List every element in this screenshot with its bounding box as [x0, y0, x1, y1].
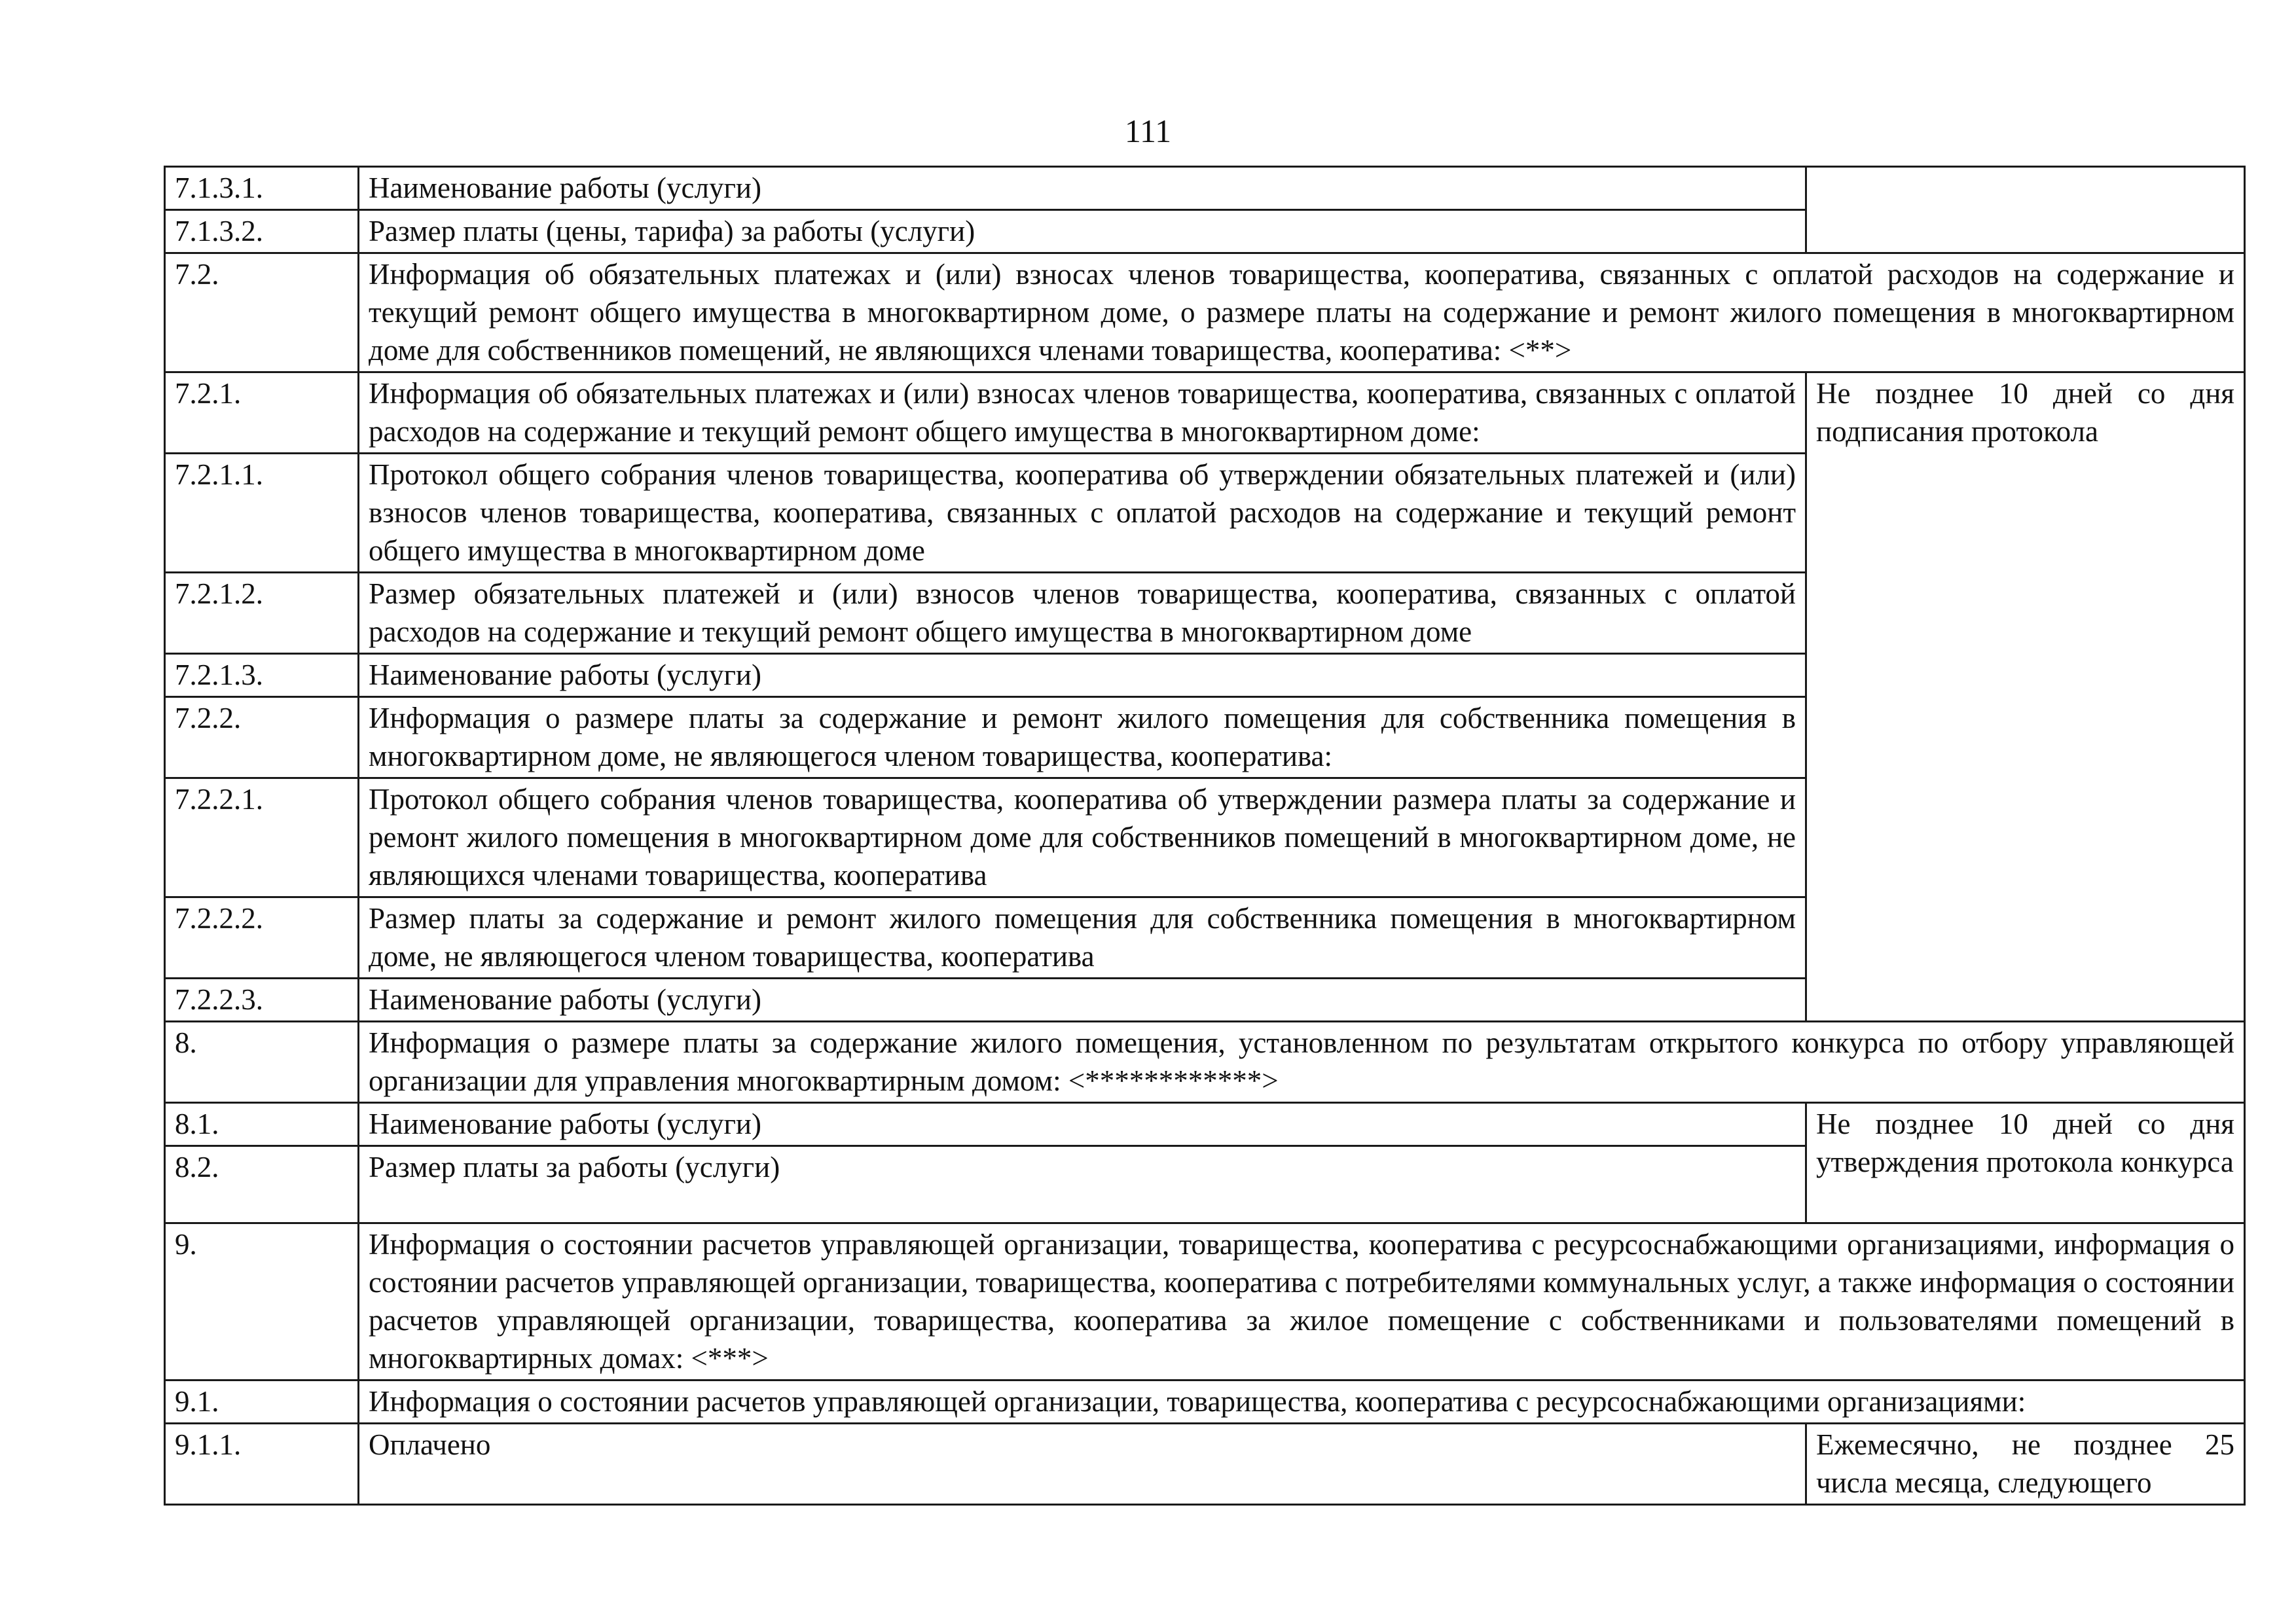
row-text: Информация о размере платы за содержание и ремонт жилого помещения для собственника помещения в многоквартирном доме, не являющегося членом товарищества, кооператива:: [359, 697, 1806, 778]
table-row: [165, 1424, 2245, 1505]
row-number: 7.2.2.2.: [165, 897, 359, 979]
deadline-cell: Не позднее 10 дней со дня подписания протокола: [1806, 372, 2245, 1022]
row-text: Информация о состоянии расчетов управляющей организации, товарищества, кооператива с ресурсоснабжающими организациями:: [359, 1380, 2245, 1424]
row-number: 7.2.1.1.: [165, 454, 359, 573]
row-text: Информация о размере платы за содержание жилого помещения, установленном по результатам открытого конкурса по отбору управляющей организации для управления многоквартирным домом: <************>: [359, 1022, 2245, 1103]
row-text: Оплачено: [359, 1424, 1806, 1505]
row-text: Наименование работы (услуги): [359, 654, 1806, 697]
row-text: Информация о состоянии расчетов управляющей организации, товарищества, кооператива с ресурсоснабжающими организациями, информация о состоянии расчетов управляющей организации, товарищества, кооператива с потребителями коммунальных услуг, а также информация о состоянии расчетов управляющей организации, товарищества, кооператива за жилое помещение с собственниками и пользователями помещений в многоквартирных домах: <***>: [359, 1223, 2245, 1380]
row-text: Протокол общего собрания членов товарищества, кооператива об утверждении обязательных платежей и (или) взносов членов товарищества, кооператива, связанных с оплатой расходов на содержание и текущий ремонт общего имущества в многоквартирном доме: [359, 454, 1806, 573]
row-number: 9.: [165, 1223, 359, 1380]
row-number: 7.2.: [165, 253, 359, 372]
table-row: [165, 1022, 2245, 1103]
row-number: 7.2.1.2.: [165, 573, 359, 654]
table-row: [165, 253, 2245, 372]
row-number: 7.2.2.1.: [165, 778, 359, 897]
row-number: 8.1.: [165, 1103, 359, 1146]
row-text: Наименование работы (услуги): [359, 167, 1806, 210]
row-number: 7.2.2.3.: [165, 979, 359, 1022]
row-number: 8.: [165, 1022, 359, 1103]
deadline-cell: Не позднее 10 дней со дня утверждения протокола конкурса: [1806, 1103, 2245, 1223]
disclosure-table: [164, 166, 2246, 1506]
table-row: [165, 1223, 2245, 1380]
row-number: 7.2.1.: [165, 372, 359, 454]
row-text: Информация об обязательных платежах и (или) взносах членов товарищества, кооператива, связанных с оплатой расходов на содержание и текущий ремонт общего имущества в многоквартирном доме:: [359, 372, 1806, 454]
row-number: 7.1.3.2.: [165, 210, 359, 253]
row-text: Наименование работы (услуги): [359, 1103, 1806, 1146]
table-row: [165, 372, 2245, 454]
table-row: [165, 1380, 2245, 1424]
row-text: Размер обязательных платежей и (или) взносов членов товарищества, кооператива, связанных с оплатой расходов на содержание и текущий ремонт общего имущества в многоквартирном доме: [359, 573, 1806, 654]
row-number: 7.1.3.1.: [165, 167, 359, 210]
row-text: Размер платы (цены, тарифа) за работы (услуги): [359, 210, 1806, 253]
row-number: 9.1.: [165, 1380, 359, 1424]
row-number: 9.1.1.: [165, 1424, 359, 1505]
row-text: Размер платы за работы (услуги): [359, 1146, 1806, 1223]
term-cell-empty: [1806, 167, 2245, 253]
table-row: [165, 167, 2245, 210]
table-row: [165, 1103, 2245, 1146]
row-number: 7.2.2.: [165, 697, 359, 778]
row-text: Информация об обязательных платежах и (или) взносах членов товарищества, кооператива, связанных с оплатой расходов на содержание и текущий ремонт общего имущества в многоквартирном доме, о размере платы на содержание и ремонт жилого помещения в многоквартирном доме для собственников помещений, не являющихся членами товарищества, кооператива: <**>: [359, 253, 2245, 372]
row-text: Протокол общего собрания членов товарищества, кооператива об утверждении размера платы за содержание и ремонт жилого помещения в многоквартирном доме для собственников помещений в многоквартирном доме, не являющихся членами товарищества, кооператива: [359, 778, 1806, 897]
page-number: 111: [1124, 113, 1172, 149]
row-text: Размер платы за содержание и ремонт жилого помещения для собственника помещения в многоквартирном доме, не являющегося членом товарищества, кооператива: [359, 897, 1806, 979]
row-text: Наименование работы (услуги): [359, 979, 1806, 1022]
row-number: 8.2.: [165, 1146, 359, 1223]
row-number: 7.2.1.3.: [165, 654, 359, 697]
deadline-cell: Ежемесячно, не позднее 25 числа месяца, следующего: [1806, 1424, 2245, 1505]
